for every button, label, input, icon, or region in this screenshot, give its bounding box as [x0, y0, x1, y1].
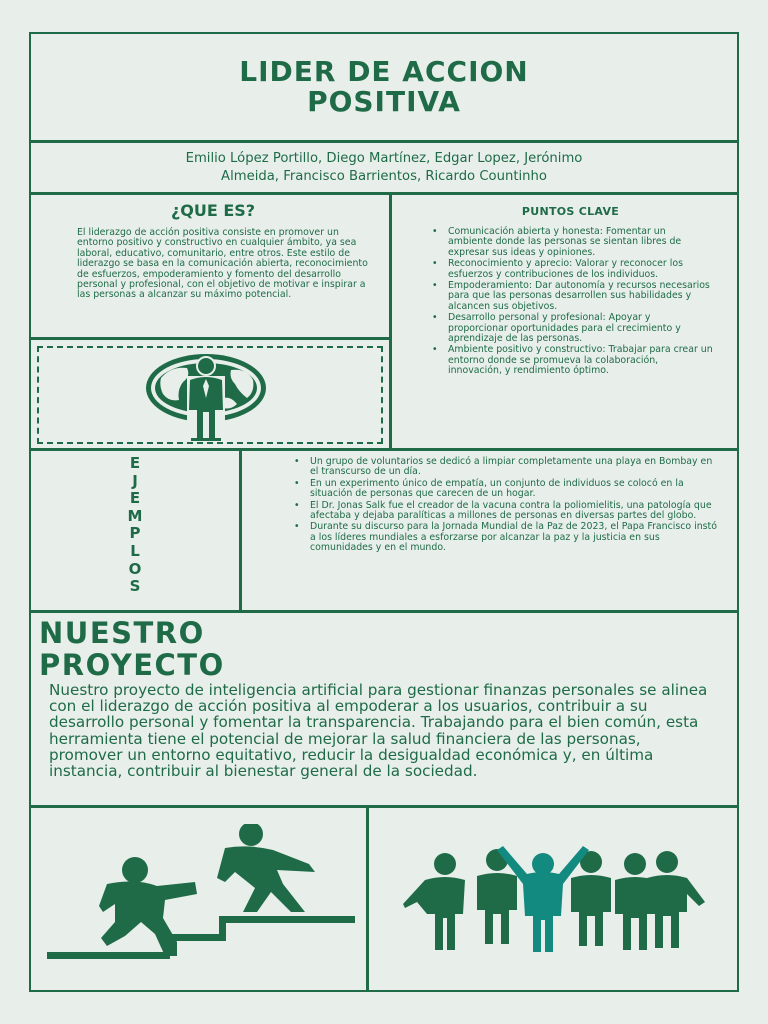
list-item: • Empoderamiento: Dar autonomía y recursos necesarios para que las personas desarrollen sus habilidades y alcancen sus objetivos.	[428, 281, 713, 312]
proyecto-text: Nuestro proyecto de inteligencia artificial para gestionar finanzas personales se alinea con el liderazgo de acción positiva al empoderar a los usuarios, contribuir a su desarrollo personal y fomentar la transparencia. Trabajando para el bien común, esta herramienta tiene el potencial de mejorar la salud financiera de las personas, promover un entorno equitativo, reducir la desigualdad económica y, en última instancia, contribuir al bienestar general de la sociedad.	[49, 681, 708, 781]
list-item: • Comunicación abierta y honesta: Fomentar un ambiente donde las personas se sientan libres de expresar sus ideas y opiniones.	[428, 227, 713, 258]
list-item: • El Dr. Jonas Salk fue el creador de la vacuna contra la poliomielitis, una patología que afectaba y dejaba paralíticas a millones de personas en diversas partes del globo.	[290, 501, 717, 522]
leader-illustration-box	[29, 338, 391, 450]
list-item: • Desarrollo personal y profesional: Apoyar y proporcionar oportunidades para el crecimiento y aprendizaje de las personas.	[428, 313, 713, 344]
leader-globe-icon	[143, 346, 269, 442]
proyecto-heading-line1: NUESTRO	[39, 616, 205, 650]
que-es-heading: ¿QUE ES?	[170, 201, 256, 220]
helping-up-stairs-icon	[45, 824, 355, 974]
puntos-clave-section	[390, 193, 739, 450]
ejemplos-letter: P	[129, 524, 141, 543]
ejemplos-letter: J	[132, 471, 138, 490]
ejemplos-letter: S	[129, 577, 141, 596]
authors-line2: Almeida, Francisco Barrientos, Ricardo Countinho	[221, 168, 547, 184]
page-title-line2: POSITIVA	[307, 85, 461, 118]
team-leader-icon	[401, 844, 711, 954]
ejemplos-letter: L	[130, 541, 140, 560]
ejemplos-letter: M	[127, 506, 143, 525]
helping-illustration-box	[29, 806, 368, 992]
list-item: • Ambiente positivo y constructivo: Trabajar para crear un entorno donde se promueva la colaboración, innovación, y rendimiento óptimo.	[428, 345, 713, 376]
que-es-section	[29, 193, 391, 339]
proyecto-section	[29, 611, 739, 807]
ejemplos-letter: E	[129, 489, 141, 508]
list-item: • Durante su discurso para la Jornada Mundial de la Paz de 2023, el Papa Francisco instó a los líderes mundiales a esforzarse por alcanzar la paz y la justicia en sus comunidades y en el mundo.	[290, 522, 717, 553]
list-item: • Reconocimiento y aprecio: Valorar y reconocer los esfuerzos y contribuciones de los individuos.	[428, 259, 713, 280]
ejemplos-section	[240, 449, 739, 612]
list-item: • En un experimento único de empatía, un conjunto de individuos se colocó en la situación de personas que carecen de un hogar.	[290, 479, 717, 500]
ejemplos-label-box	[29, 449, 241, 612]
title-section	[29, 32, 739, 142]
puntos-clave-heading: PUNTOS CLAVE	[521, 205, 620, 218]
page-title-line1: LIDER DE ACCION	[239, 55, 529, 88]
authors-section	[29, 141, 739, 194]
puntos-clave-list	[428, 227, 713, 377]
que-es-text: El liderazgo de acción positiva consiste en promover un entorno positivo y constructivo en cualquier ámbito, ya sea laboral, educativo, comunitario, entre otros. Este estilo de liderazgo se basa en la comunicación abierta, reconocimiento de esfuerzos, empoderamiento y fomento del desarrollo personal y profesional, con el objetivo de motivar e inspirar a las personas a alcanzar su máximo potencial.	[77, 227, 368, 301]
ejemplos-vertical-label	[128, 451, 143, 610]
list-item: • Un grupo de voluntarios se dedicó a limpiar completamente una playa en Bombay en el transcurso de un día.	[290, 457, 717, 478]
proyecto-heading-line2: PROYECTO	[39, 648, 225, 682]
ejemplos-list	[290, 457, 717, 554]
team-illustration-box	[367, 806, 739, 992]
ejemplos-letter: E	[129, 454, 141, 472]
authors-line1: Emilio López Portillo, Diego Martínez, Edgar Lopez, Jerónimo	[185, 150, 583, 166]
ejemplos-letter: O	[128, 559, 142, 578]
